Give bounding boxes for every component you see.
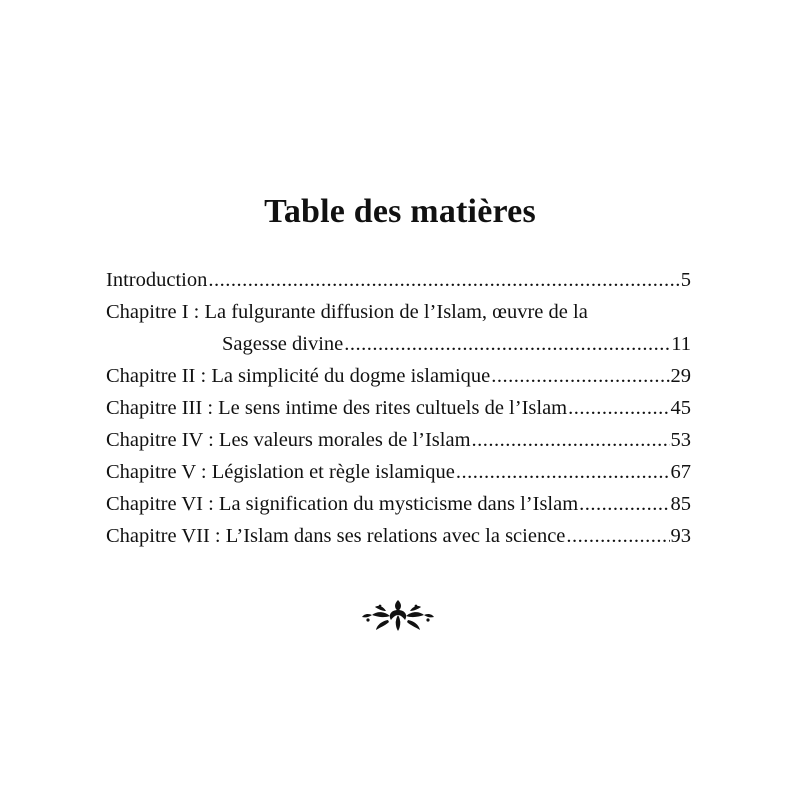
table-of-contents — [106, 264, 691, 552]
toc-entry-chapter-7 — [106, 520, 691, 552]
dot-leader — [344, 328, 670, 360]
dot-leader — [568, 392, 669, 424]
toc-entry-page: 67 — [670, 461, 691, 483]
toc-entry-title: Chapitre VII : L’Islam dans ses relations avec la science — [106, 525, 566, 547]
toc-entry-page: 5 — [680, 269, 691, 291]
toc-entry-title: Chapitre V : Législation et règle islamique — [106, 461, 455, 483]
toc-entry-introduction — [106, 264, 691, 296]
toc-entry-title: Chapitre II : La simplicité du dogme islamique — [106, 365, 491, 387]
dot-leader — [579, 488, 669, 520]
dot-leader — [491, 360, 669, 392]
toc-entry-title: Chapitre III : Le sens intime des rites cultuels de l’Islam — [106, 397, 568, 419]
toc-entry-page: 85 — [670, 493, 691, 515]
toc-entry-chapter-4 — [106, 424, 691, 456]
toc-entry-title: Chapitre I : La fulgurante diffusion de l’Islam, œuvre de la — [106, 301, 588, 323]
toc-entry-title: Introduction — [106, 269, 208, 291]
dot-leader — [472, 424, 670, 456]
toc-entry-chapter-1 — [106, 296, 691, 328]
dot-leader — [456, 456, 670, 488]
toc-entry-chapter-1-continued — [106, 328, 691, 360]
toc-entry-page: 93 — [670, 525, 691, 547]
toc-entry-title-continued: Sagesse divine — [222, 333, 344, 355]
toc-entry-title: Chapitre IV : Les valeurs morales de l’Islam — [106, 429, 471, 451]
toc-entry-chapter-5 — [106, 456, 691, 488]
toc-entry-title: Chapitre VI : La signification du mysticisme dans l’Islam — [106, 493, 579, 515]
toc-entry-chapter-3 — [106, 392, 691, 424]
toc-entry-chapter-6 — [106, 488, 691, 520]
dot-leader — [208, 264, 679, 296]
fleuron-ornament-icon — [358, 596, 438, 634]
toc-entry-page: 45 — [670, 397, 691, 419]
toc-entry-page: 29 — [670, 365, 691, 387]
page-title: Table des matières — [264, 192, 536, 230]
toc-entry-chapter-2 — [106, 360, 691, 392]
toc-entry-page: 11 — [671, 333, 691, 355]
dot-leader — [566, 520, 669, 552]
toc-entry-page: 53 — [670, 429, 691, 451]
